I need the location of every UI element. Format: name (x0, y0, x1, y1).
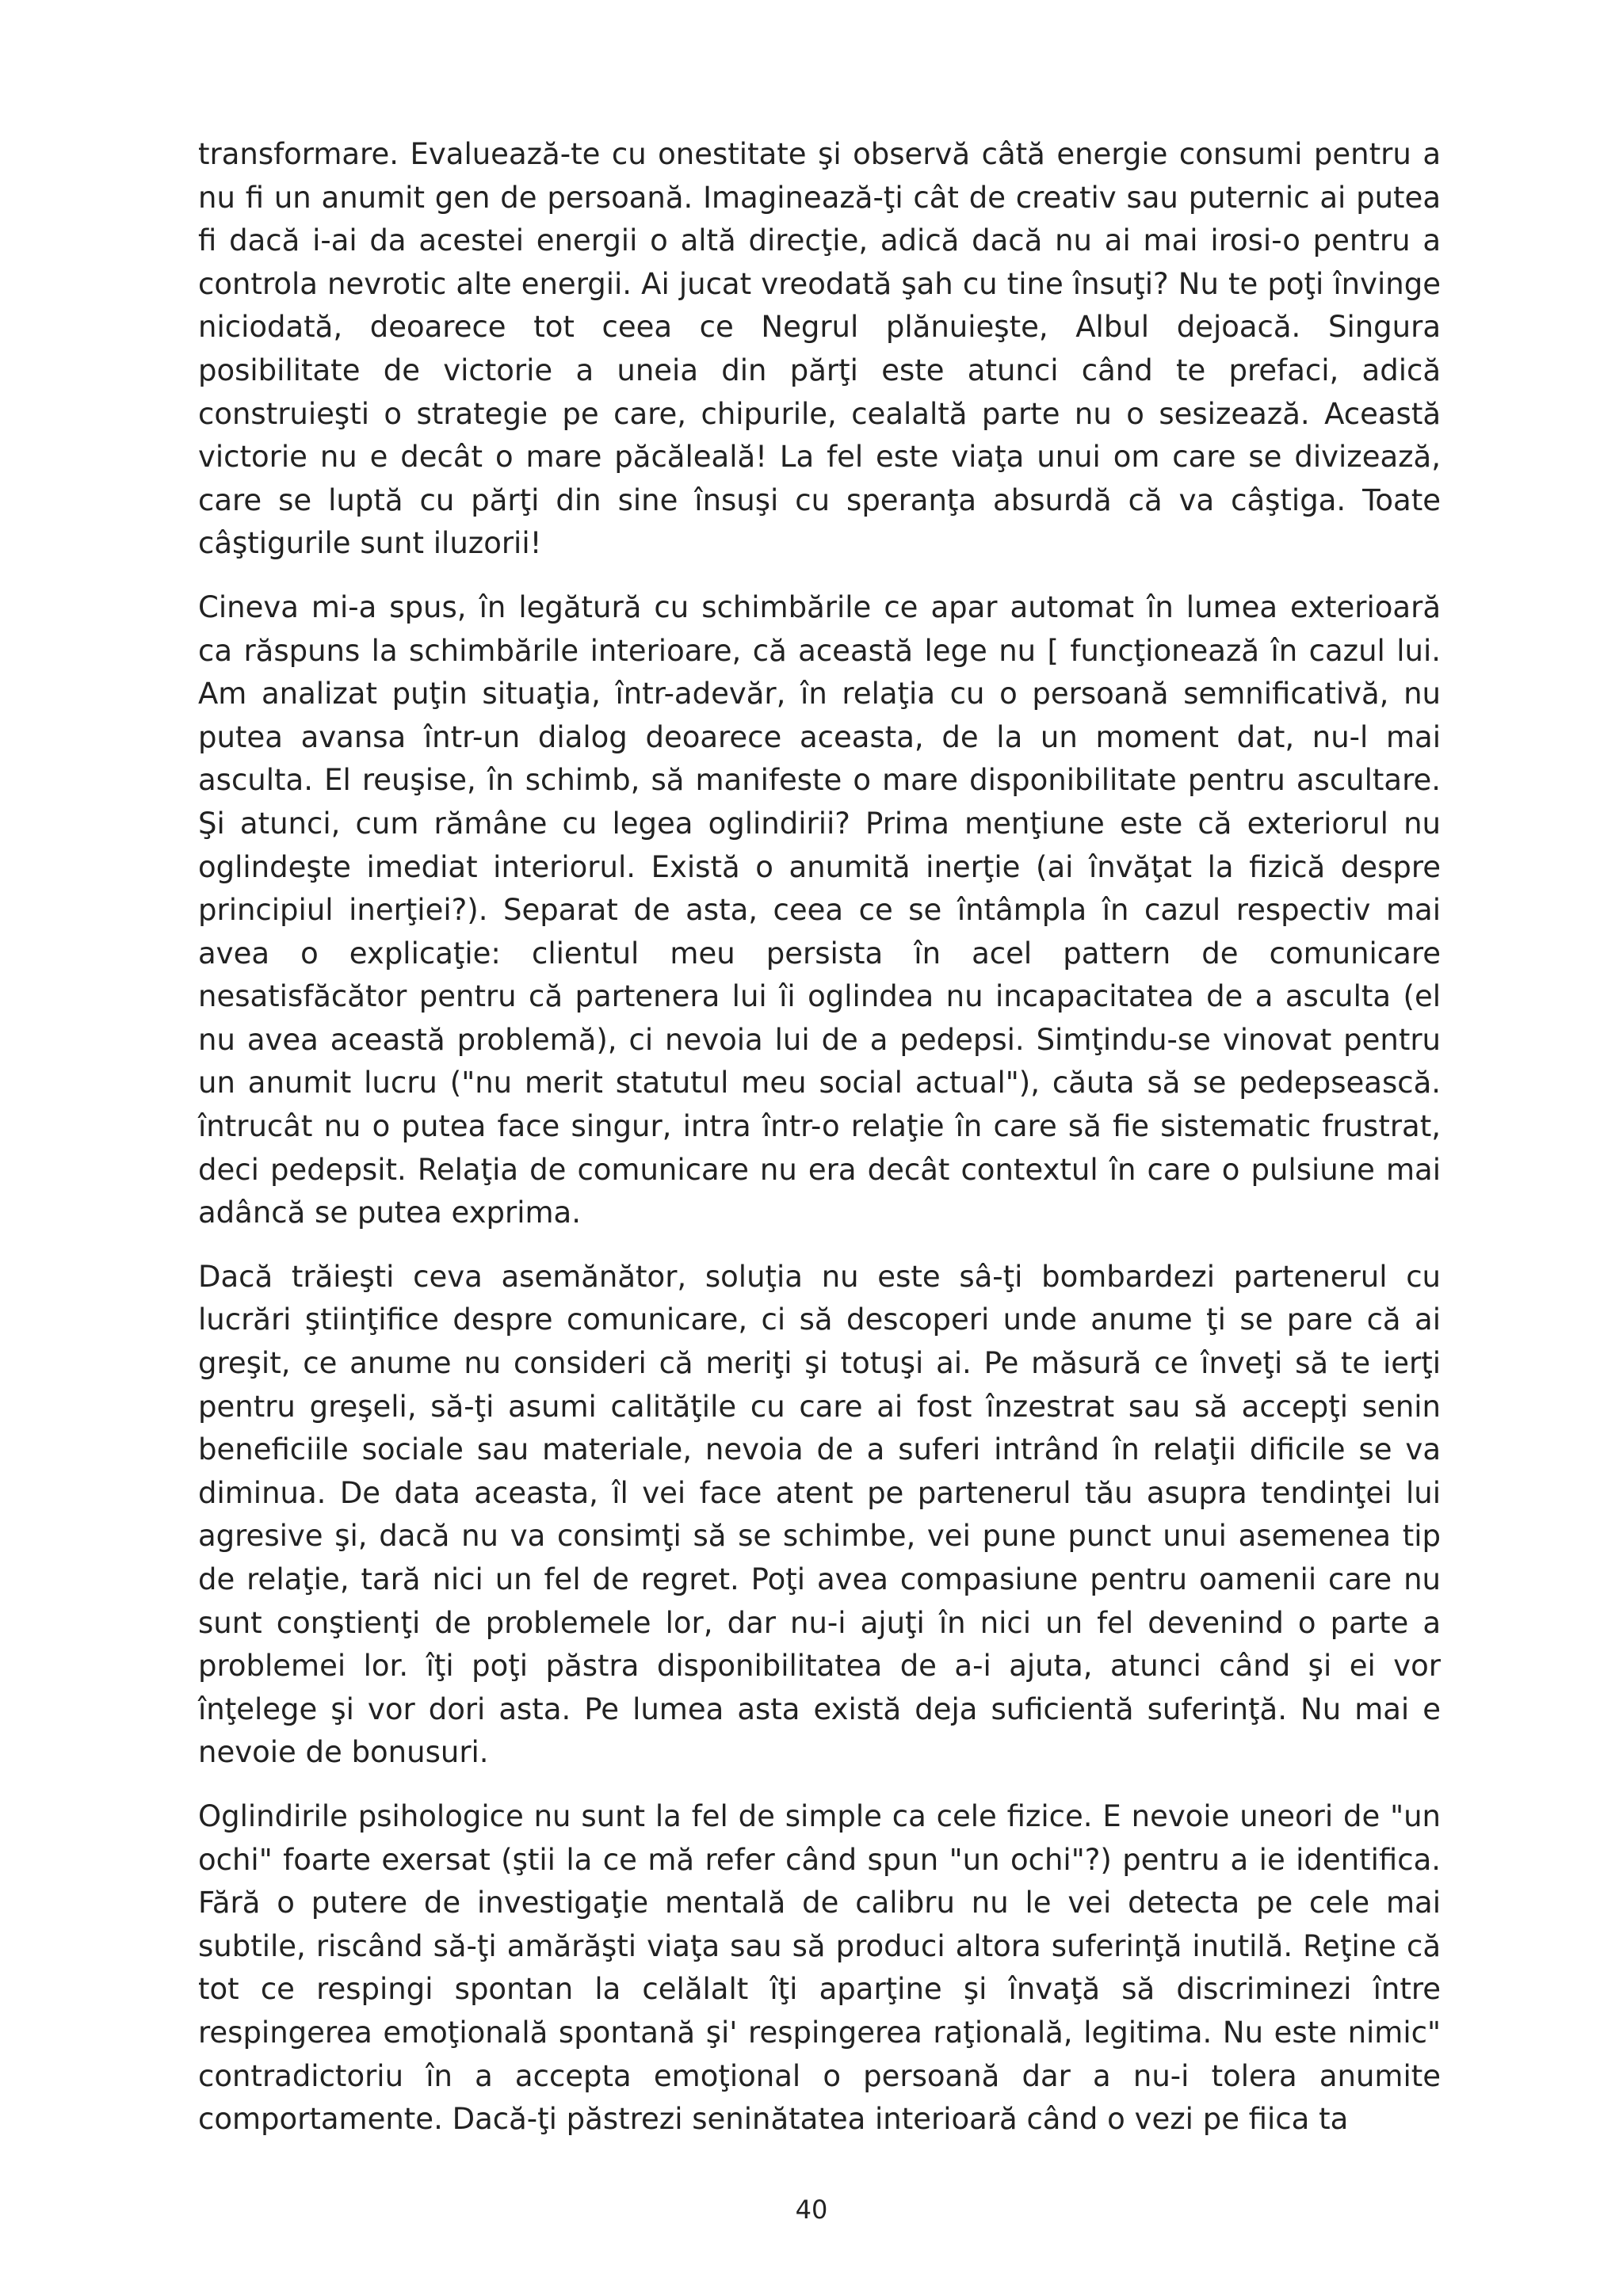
page-number: 40 (795, 2195, 828, 2225)
paragraph-4: Oglindirile psihologice nu sunt la fel de simple ca cele fizice. E nevoie uneori de "un ochi" foarte exersat (ştii la ce mă refer când spun "un ochi"?) pentru a ie identifica. Fără o putere de investigaţie mentală de calibru nu le vei detecta pe cele mai subtile, riscând să-ţi amărăşti viaţa sau să produci altora suferinţă inutilă. Reţine că tot ce respingi spontan la celălalt îţi aparţine şi învaţă să discriminezi între respingerea emoţională spontană şi' respingerea raţională, legitima. Nu este nimic" contradictoriu în a accepta emoţional o persoană dar a nu-i tolera anumite comportamente. Dacă-ţi păstrezi seninătatea interioară când o vezi pe fiica ta (198, 1798, 1441, 2137)
paragraph-2: Cineva mi-a spus, în legătură cu schimbările ce apar automat în lumea exterioară ca răspuns la schimbările interioare, că această lege nu [ funcţionează în cazul lui. Am analizat puţin situaţia, într-adevăr, în relaţia cu o persoană semnificativă, nu putea avansa într-un dialog deoarece aceasta, de la un moment dat, nu-l mai asculta. El reuşise, în schimb, să manifeste o mare disponibilitate pentru ascultare. Şi atunci, cum rămâne cu legea oglindirii? Prima menţiune este că exteriorul nu oglindeşte imediat interiorul. Există o anumită inerţie (ai învăţat la fizică despre principiul inerţiei?). Separat de asta, ceea ce se întâmpla în cazul respectiv mai avea o explicaţie: clientul meu persista în acel pattern de comunicare nesatisfăcător pentru că partenera lui îi oglindea nu incapacitatea de a asculta (el nu avea această problemă), ci nevoia lui de a pedepsi. Simţindu-se vinovat pentru un anumit lucru ("nu merit statutul meu social actual"), căuta să se pedepsească. întrucât nu o putea face singur, intra într-o relaţie în care să fie sistematic frustrat, deci pedepsit. Relaţia de comunicare nu era decât contextul în care o pulsiune mai adâncă se putea exprima. (198, 589, 1441, 1230)
paragraph-1: transformare. Evaluează-te cu onestitate şi observă câtă energie consumi pentru a nu fi un anumit gen de persoană. Imaginează-ţi cât de creativ sau puternic ai putea fi dacă i-ai da acestei energii o altă direcţie, adică dacă nu ai mai irosi-o pentru a controla nevrotic alte energii. Ai jucat vreodată şah cu tine însuţi? Nu te poţi învinge niciodată, deoarece tot ceea ce Negrul plănuieşte, Albul dejoacă. Singura posibilitate de victorie a uneia din părţi este atunci când te prefaci, adică construieşti o strategie pe care, chipurile, cealaltă parte nu o sesizează. Această victorie nu e decât o mare păcăleală! La fel este viaţa unui om care se divizează, care se luptă cu părţi din sine însuşi cu speranţa absurdă că va câştiga. Toate câştigurile sunt iluzorii! (198, 137, 1441, 561)
paragraph-3: Dacă trăieşti ceva asemănător, soluţia nu este sâ-ţi bombardezi partenerul cu lucrări ştiinţifice despre comunicare, ci să descoperi unde anume ţi se pare că ai greşit, ce anume nu consideri că meriţi şi totuşi ai. Pe măsură ce înveţi să te ierţi pentru greşeli, să-ţi asumi calităţile cu care ai fost înzestrat sau să accepţi senin beneficiile sociale sau materiale, nevoia de a suferi intrând în relaţii dificile se va diminua. De data aceasta, îl vei face atent pe partenerul tău asupra tendinţei lui agresive şi, dacă nu va consimţi să se schimbe, vei pune punct unui asemenea tip de relaţie, tară nici un fel de regret. Poţi avea compasiune pentru oamenii care nu sunt conştienţi de problemele lor, dar nu-i ajuţi în nici un fel devenind o parte a problemei lor. îţi poţi păstra disponibilitatea de a-i ajuta, atunci când şi ei vor înţelege şi vor dori asta. Pe lumea asta există deja suficientă suferinţă. Nu mai e nevoie de bonusuri. (198, 1259, 1441, 1770)
document-body (198, 133, 1441, 2162)
